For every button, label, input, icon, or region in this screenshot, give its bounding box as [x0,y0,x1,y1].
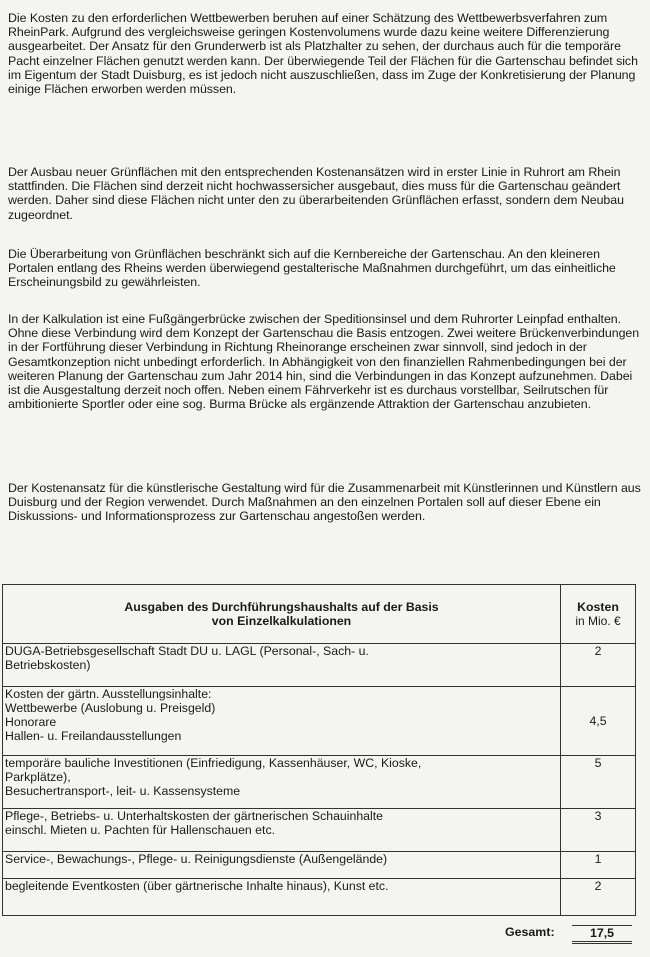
row-cost: 2 [561,644,636,687]
table-row [3,852,636,879]
row-description [3,809,561,852]
table-row [3,756,636,809]
cost-header-unit: in Mio. € [575,614,621,628]
cost-header-label: Kosten [577,600,619,614]
table-header-description [3,585,561,644]
table-row [3,687,636,756]
row-description [3,879,561,916]
table-row [3,644,636,687]
row-line: begleitende Eventkosten (über gärtnerische Inhalte hinaus), Kunst etc. [5,879,389,893]
total-label: Gesamt: [505,925,555,939]
paragraph-kunst: Der Kostenansatz für die künstlerische Gestaltung wird für die Zusammenarbeit mit Künstlerinnen und Künstlern aus Duisburg und der Region verwendet. Durch Maßnahmen an den einzelnen Portalen soll auf dieser Ebene ein Diskussions- und Informationsprozess zur Gartenschau angestoßen werden. [8,481,641,524]
cost-table [2,584,636,916]
paragraph-wettbewerbe: Die Kosten zu den erforderlichen Wettbewerben beruhen auf einer Schätzung des Wettbewerbsverfahren zum RheinPark. Aufgrund des vergleichsweise geringen Kostenvolumens wurde dazu keine weitere Differenzierung ausgearbeitet. Der Ansatz für den Grunderwerb ist als Platzhalter zu sehen, der durchaus auch für die temporäre Pacht einzelner Flächen genutzt werden kann. Der überwiegende Teil der Flächen für die Gartenschau befindet sich im Eigentum der Stadt Duisburg, es ist jedoch nicht auszuschließen, dass im Zuge der Konkretisierung der Planung einige Flächen erworben werden müssen. [8,11,638,97]
row-description [3,644,561,687]
row-line: Besuchertransport-, leit- u. Kassensysteme [5,784,241,798]
header-line-1: Ausgaben des Durchführungshaushalts auf der Basis [124,600,439,614]
row-cost: 1 [561,852,636,879]
row-line: Wettbewerbe (Auslobung u. Preisgeld) [5,701,216,715]
row-line: Pflege-, Betriebs- u. Unterhaltskosten der gärtnerischen Schauinhalte [5,809,383,823]
table-row [3,879,636,916]
table-row [3,809,636,852]
row-cost: 3 [561,809,636,852]
row-line: Service-, Bewachungs-, Pflege- u. Reinigungsdienste (Außengelände) [5,852,388,866]
row-line: Betriebskosten) [5,658,91,672]
row-cost: 2 [561,879,636,916]
row-cost: 4,5 [561,687,636,756]
paragraph-bruecke: In der Kalkulation ist eine Fußgängerbrücke zwischen der Speditionsinsel und dem Ruhrorter Leinpfad enthalten. Ohne diese Verbindung wird dem Konzept der Gartenschau die Basis entzogen. Zwei weitere Brückenverbindungen in der Fortführung dieser Verbindung in Richtung Rheinorange erscheinen zwar sinnvoll, sind jedoch in der Gesamtkonzeption nicht unbedingt erforderlich. In Abhängigkeit von den finanziellen Rahmenbedingungen bei der weiteren Planung der Gartenschau zum Jahr 2014 hin, sind die Verbindungen in das Konzept aufzunehmen. Dabei ist die Ausgestaltung derzeit noch offen. Neben einem Fährverkehr ist es durchaus vorstellbar, Seilrutschen für ambitionierte Sportler oder eine sog. Burma Brücke als ergänzende Attraktion der Gartenschau anzubieten. [8,312,640,412]
row-line: Honorare [5,715,57,729]
total-value: 17,5 [572,925,632,944]
row-line: temporäre bauliche Investitionen (Einfriedigung, Kassenhäuser, WC, Kioske, [5,756,422,770]
table-header-row [3,585,636,644]
row-line: Kosten der gärtn. Ausstellungsinhalte: [5,687,212,701]
paragraph-gruenflaechen-neubau: Der Ausbau neuer Grünflächen mit den entsprechenden Kostenansätzen wird in erster Linie in Ruhrort am Rhein stattfinden. Die Flächen sind derzeit nicht hochwassersicher ausgebaut, dies muss für die Gartenschau geändert werden. Daher sind diese Flächen nicht unter den zu überarbeitenden Grünflächen erfasst, sondern dem Neubau zugeordnet. [8,165,624,222]
row-line: einschl. Mieten u. Pachten für Hallenschauen etc. [5,823,276,837]
row-description [3,756,561,809]
row-description [3,852,561,879]
row-cost: 5 [561,756,636,809]
row-line: Parkplätze), [5,770,71,784]
table-header-cost [561,585,636,644]
paragraph-gruenflaechen-ueberarbeitung: Die Überarbeitung von Grünflächen beschränkt sich auf die Kernbereiche der Gartenschau. An den kleineren Portalen entlang des Rheins werden überwiegend gestalterische Maßnahmen durchgeführt, um das einheitliche Erscheinungsbild zu gewährleisten. [8,247,616,290]
row-line: DUGA-Betriebsgesellschaft Stadt DU u. LAGL (Personal-, Sach- u. [5,644,369,658]
row-description [3,687,561,756]
row-line: Hallen- u. Freilandausstellungen [5,729,182,743]
header-line-2: von Einzelkalkulationen [211,614,352,628]
